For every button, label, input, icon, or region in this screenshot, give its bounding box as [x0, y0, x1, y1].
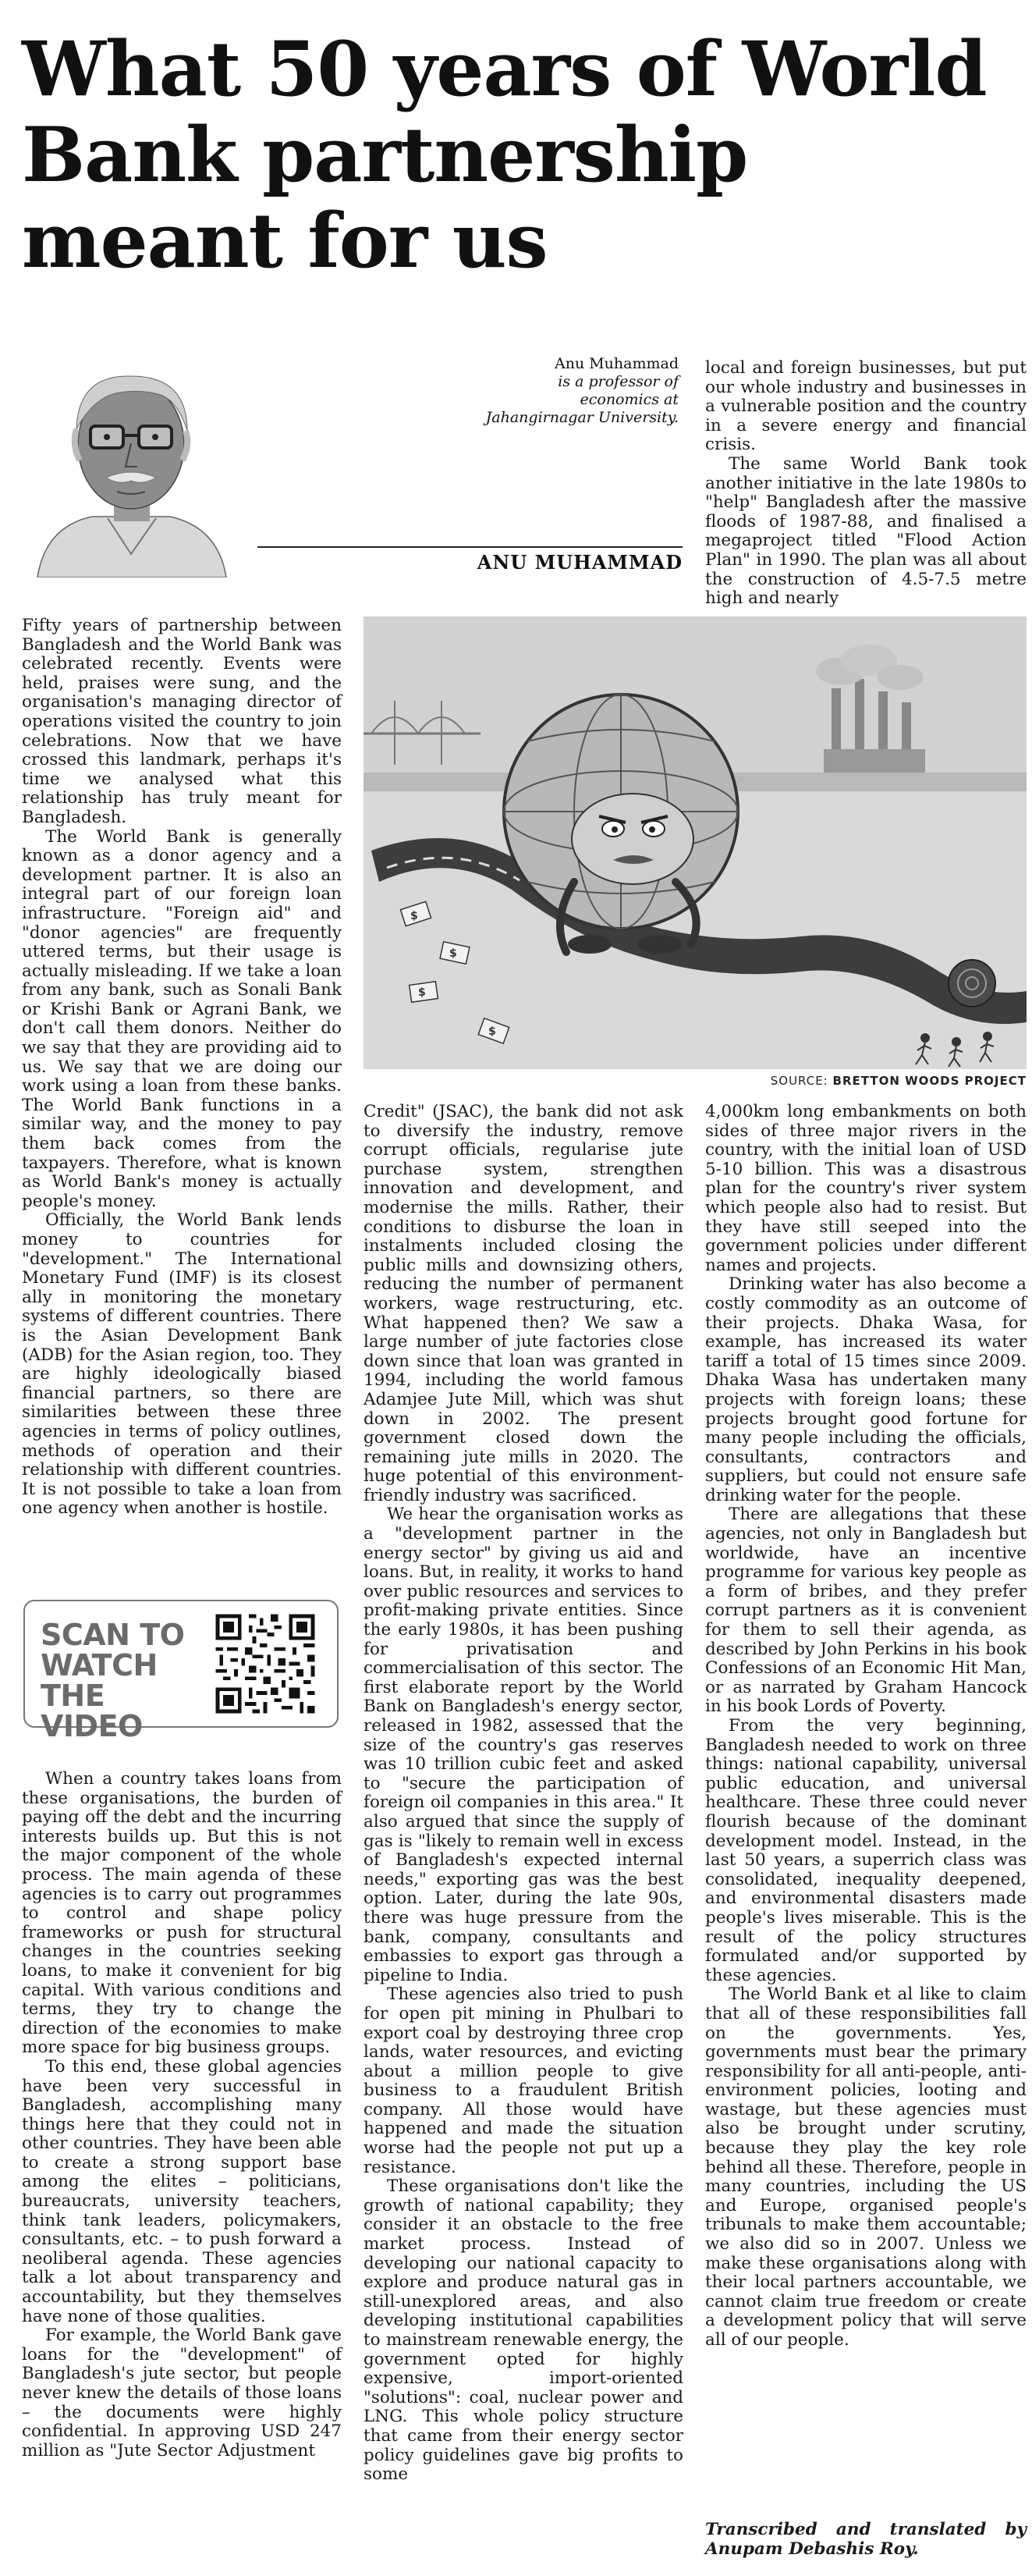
qr-caption-line-3: VIDEO: [41, 1709, 143, 1743]
author-name-caps: ANU MUHAMMAD: [477, 551, 683, 574]
paragraph: To this end, these global agencies have been very successful in Bangladesh, accomplishing many things here that they could not in other countries. They have been able to create a strong support base among the elites – politicians, bureaucrats, university teachers, think tank leaders, policymakers, consultants, etc. – to push forward a neoliberal agenda. These agencies talk a lot about transparency and accountability, but they themselves have none of those qualities.: [22, 2056, 342, 2326]
video-qr-box[interactable]: [23, 1600, 339, 1743]
paragraph: We hear the organisation works as a "development partner in the energy sector" by giving us aid and loans. But, in reality, it works to hand over public resources and services to profit-making private entities. Since the early 1980s, it has been pushing for privatisation and commercialisation of this sector. The first elaborate report by the World Bank on Bangladesh's energy sector, released in 1982, assessed that the size of the country's gas reserves was 10 trillion cubic feet and asked to "secure the participation of foreign oil companies in this area." It also argued that since the supply of gas is "likely to remain well in excess of Bangladesh's expected internal needs," exporting gas was the best option. Later, during the late 90s, there was huge pressure from the bank, company, consultants and embassies to export gas through a pipeline to India.: [364, 1505, 683, 1985]
svg-text:$: $: [488, 1025, 496, 1038]
svg-text:$: $: [410, 910, 418, 922]
headline-line-1: What 50 years of World: [22, 25, 987, 113]
paragraph: There are allegations that these agencies, not only in Bangladesh but worldwide, have an incentive programme for various key people as a form of bribes, and they prefer corrupt partners as it is convenient for them to sell their agenda, as described by John Perkins in his book Confessions of an Economic Hit Man, or as narrated by Graham Hancock in his book Lords of Poverty.: [705, 1505, 1027, 1717]
paragraph: local and foreign businesses, but put our whole industry and businesses in a vulnerable position and the country in a severe energy and financial crisis.: [705, 358, 1027, 455]
qr-caption-line-2: WATCH THE: [41, 1648, 158, 1713]
paragraph: Officially, the World Bank lends money to countries for "development." The International Monetary Fund (IMF) is its closest ally in monitoring the monetary systems of different countries. There is the Asian Development Bank (ADB) for the Asian region, too. They are highly ideologically biased financial partners, so there are similarities between these three agencies in terms of policy outlines, methods of operation and their relationship with different countries. It is not possible to take a loan from one agency when another is hostile.: [22, 1210, 342, 1519]
headline-line-2: Bank partnership: [22, 111, 748, 199]
paragraph: When a country takes loans from these organisations, the burden of paying off the debt and the incurring interests builds up. But this is not the major component of the whole process. The main agenda of these agencies is to carry out programmes to control and shape policy frameworks or push for structural changes in the countries seeking loans, to make it convenient for big capital. With various conditions and terms, they try to change the direction of the economies to make more space for big business groups.: [22, 1769, 342, 2058]
paragraph: These agencies also tried to push for open pit mining in Phulbari to export coal by destroying three crop lands, water resources, and evicting about a million people to give business to a fraudulent British company. All those would have happened and made the situation worse had the people not put up a resistance.: [364, 1984, 683, 2177]
translator-credit: Transcribed and translated by Anupam Debashis Roy.: [705, 2520, 1027, 2559]
article-column-3: [705, 359, 1027, 609]
qr-caption: [41, 1620, 197, 1742]
qr-caption-line-1: SCAN TO: [41, 1618, 185, 1652]
author-role: is a professor of economics at Jahangirnagar University.: [485, 373, 679, 426]
image-source-credit: [676, 1074, 1027, 1088]
paragraph: Drinking water has also become a costly commodity as an outcome of their projects. Dhaka Wasa, for example, has increased its water tariff a total of 15 times since 2009. Dhaka Wasa has undertaken many projects with foreign loans; these projects brought good fortune for many people including the officials, consultants, contractors and suppliers, but could not ensure safe drinking water for the people.: [705, 1274, 1027, 1505]
paragraph: The World Bank et al like to claim that all of these responsibilities fall on the governments. Yes, governments must bear the primary responsibility for all anti-people, anti-environment policies, looting and wastage, but these agencies must also be brought under scrutiny, because they play the key role behind all these. Therefore, people in many countries, including the US and Europe, organised people's tribunals to make them accountable; we also did so in 2007. Unless we make these organisations along with their local partners accountable, we cannot claim true freedom or create a development policy that will serve all of our people.: [705, 1984, 1027, 2350]
author-portrait: [14, 343, 248, 577]
paragraph: The World Bank is generally known as a donor agency and a development partner. It is also an integral part of our foreign loan infrastructure. "Foreign aid" and "donor agencies" are frequently uttered terms, but their usage is actually misleading. If we take a loan from any bank, such as Sonali Bank or Krishi Bank or Agrani Bank, we don't call them donors. Neither do we say that they are providing aid to us. We say that we are doing our work using a loan from these banks. The World Bank functions in a similar way, and the money to pay them back comes from the taxpayers. Therefore, what is known as World Bank's money is actually people's money.: [22, 826, 342, 1211]
svg-text:$: $: [418, 986, 426, 999]
article-column-1: [22, 616, 342, 1519]
article-column-2: [364, 1103, 683, 2485]
paragraph: 4,000km long embankments on both sides of three major rivers in the country, with the initial loan of USD 5-10 billion. This was a disastrous plan for the country's river system which people also had to resist. But they have still seeped into the government policies under different names and projects.: [705, 1102, 1027, 1275]
cartoon-illustration: [364, 616, 1027, 1069]
headline: [22, 27, 1012, 284]
article-column-3-continued: [705, 1103, 1027, 2350]
author-name-small: Anu Muhammad: [554, 355, 679, 372]
paragraph: From the very beginning, Bangladesh needed to work on three things: national capability, universal public education, and universal healthcare. These three could never flourish because of the dominant development model. Instead, in the last 50 years, a superrich class was consolidated, inequality deepened, and environmental disasters made people's lives miserable. This is the result of the policy structures formulated and/or supported by these agencies.: [705, 1716, 1027, 1985]
paragraph: Credit" (JSAC), the bank did not ask to diversify the industry, remove corrupt officials, regularise jute purchase system, strengthen innovation and development, and modernise the mills. Rather, their conditions to disburse the loan in instalments included closing the public mills and downsizing others, reducing the number of permanent workers, wage restructuring, etc. What happened then? We saw a large number of jute factories close down since that loan was granted in 1994, including the world famous Adamjee Jute Mill, which was shut down in 2002. The present government closed down the remaining jute mills in 2020. The huge potential of this environment-friendly industry was sacrificed.: [364, 1102, 683, 1505]
svg-text:$: $: [449, 947, 457, 960]
article-column-1-continued: [22, 1770, 342, 2461]
source-label: SOURCE:: [770, 1074, 828, 1088]
author-divider: [257, 546, 683, 548]
qr-code-icon[interactable]: [212, 1611, 318, 1717]
paragraph: These organisations don't like the growth of national capability; they consider it an obstacle to the free market process. Instead of developing our national capacity to explore and produce natural gas in still-unexplored areas, and also developing institutional capabilities to mainstream renewable energy, the government opted for highly expensive, import-oriented "solutions": coal, nuclear power and LNG. This whole policy structure that came from their energy sector policy guidelines gave big profits to some: [364, 2176, 683, 2485]
headline-line-3: meant for us: [22, 197, 548, 285]
paragraph: The same World Bank took another initiative in the late 1980s to "help" Bangladesh after the massive floods of 1987-88, and finalised a megaproject titled "Flood Action Plan" in 1990. The plan was all about the construction of 4.5-7.5 metre high and nearly: [705, 453, 1027, 609]
author-bio: [484, 355, 679, 427]
source-name: BRETTON WOODS PROJECT: [832, 1074, 1027, 1088]
paragraph: For example, the World Bank gave loans for the "development" of Bangladesh's jute sector, but people never knew the details of those loans – the documents were highly confidential. In approving USD 247 million as "Jute Sector Adjustment: [22, 2326, 342, 2461]
paragraph: Fifty years of partnership between Bangladesh and the World Bank was celebrated recently. Events were held, praises were sung, and the organisation's managing director of operations visited the country to join celebrations. Now that we have crossed this landmark, perhaps it's time we analysed what this relationship has truly meant for Bangladesh.: [22, 616, 342, 827]
